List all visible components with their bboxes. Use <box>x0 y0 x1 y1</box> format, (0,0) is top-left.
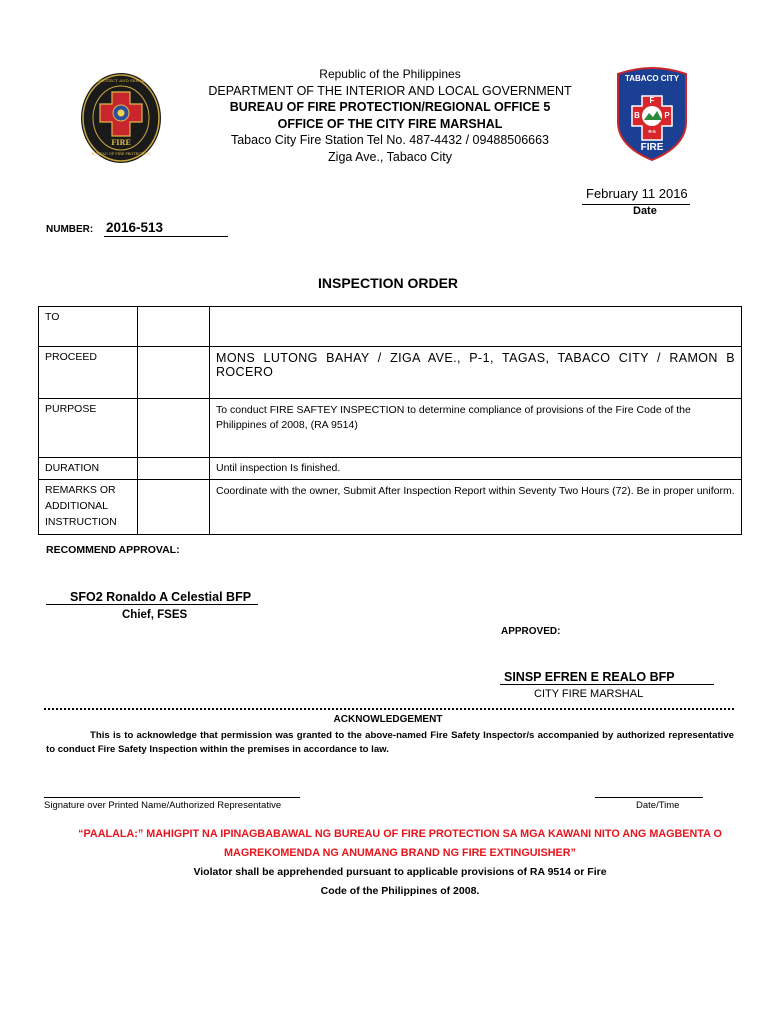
approved-name: SINSP EFREN E REALO BFP <box>504 670 675 684</box>
tabaco-city-fire-logo <box>614 66 690 162</box>
row-value: MONS LUTONG BAHAY / ZIGA AVE., P-1, TAGAS, TABACO CITY / RAMON B ROCERO <box>210 347 742 399</box>
date-value: February 11 2016 <box>586 186 688 201</box>
logo-letter-b: B <box>634 111 640 120</box>
notice-warning-line-2: MAGREKOMENDA NG ANUMANG BRAND NG FIRE EXTINGUISHER” <box>224 847 576 859</box>
inspection-order-table <box>38 306 742 535</box>
logo-badge-r5: R-5 <box>648 129 656 134</box>
table-row-proceed <box>39 347 742 399</box>
page-title: INSPECTION ORDER <box>318 275 459 291</box>
number-underline <box>104 236 228 237</box>
seal-ring-text-top: PROTECT AND SERVE <box>97 78 145 83</box>
row-value: Until inspection Is finished. <box>210 458 742 480</box>
table-row-purpose <box>39 399 742 458</box>
logo-letter-f: F <box>649 96 655 105</box>
date-label: Date <box>633 205 657 217</box>
row-label: REMARKS OR ADDITIONAL INSTRUCTION <box>39 480 138 535</box>
row-spacer <box>138 399 210 458</box>
acknowledgement-title: ACKNOWLEDGEMENT <box>333 714 443 725</box>
row-spacer <box>138 480 210 535</box>
logo-text-fire: FIRE <box>640 142 664 153</box>
recommend-approval-label: RECOMMEND APPROVAL: <box>46 544 180 556</box>
row-label: DURATION <box>39 458 138 480</box>
notice-violator-line-2: Code of the Philippines of 2008. <box>320 885 480 897</box>
approved-signature-line <box>500 684 714 685</box>
letterhead-dilg: DEPARTMENT OF THE INTERIOR AND LOCAL GOVERNMENT <box>208 83 572 98</box>
recommend-name: SFO2 Ronaldo A Celestial BFP <box>70 590 252 604</box>
letterhead-station: Tabaco City Fire Station Tel No. 487-4432 / 09488506663 <box>230 133 550 147</box>
approved-position: CITY FIRE MARSHAL <box>534 688 644 700</box>
letterhead-bureau: BUREAU OF FIRE PROTECTION/REGIONAL OFFICE 5 <box>229 100 551 114</box>
approved-label: APPROVED: <box>501 626 561 637</box>
letterhead-office: OFFICE OF THE CITY FIRE MARSHAL <box>277 116 503 131</box>
recommend-signature-line <box>46 604 258 605</box>
representative-signature-label: Signature over Printed Name/Authorized Representative <box>44 800 282 811</box>
logo-text-tabaco-city: TABACO CITY <box>624 74 680 83</box>
seal-center-text: FIRE <box>111 138 131 147</box>
row-label: TO <box>39 307 138 347</box>
table-row-duration <box>39 458 742 480</box>
datetime-label: Date/Time <box>636 800 680 811</box>
recommend-position: Chief, FSES <box>122 609 188 621</box>
representative-signature-line <box>44 797 300 798</box>
letterhead-republic: Republic of the Philippines <box>319 67 461 81</box>
table-row-to <box>39 307 742 347</box>
datetime-line <box>595 797 703 798</box>
row-label: PROCEED <box>39 347 138 399</box>
notice-warning-line-1: “PAALALA:” MAHIGPIT NA IPINAGBABAWAL NG BUREAU OF FIRE PROTECTION SA MGA KAWANI NITO ANG MAGBENTA O <box>78 828 722 840</box>
row-spacer <box>138 307 210 347</box>
table-row-remarks <box>39 480 742 535</box>
row-value: To conduct FIRE SAFTEY INSPECTION to determine compliance of provisions of the Fire Code of the Philippines of 2008, (RA 9514) <box>210 399 742 458</box>
row-value <box>210 307 742 347</box>
bfp-seal-logo <box>80 72 162 164</box>
notice-violator-line-1: Violator shall be apprehended pursuant to applicable provisions of RA 9514 or Fire <box>193 866 607 878</box>
seal-ring-text-bottom: BUREAU OF FIRE PROTECTION <box>91 152 151 156</box>
row-label: PURPOSE <box>39 399 138 458</box>
logo-letter-p: P <box>664 111 670 120</box>
dotted-divider <box>44 708 734 710</box>
number-label: NUMBER: <box>46 224 94 235</box>
row-spacer <box>138 347 210 399</box>
number-value: 2016-513 <box>106 220 164 235</box>
row-value: Coordinate with the owner, Submit After Inspection Report within Seventy Two Hours (72). Be in proper uniform. <box>210 480 742 535</box>
letterhead-address: Ziga Ave., Tabaco City <box>328 149 452 164</box>
row-spacer <box>138 458 210 480</box>
acknowledgement-text: This is to acknowledge that permission was granted to the above-named Fire Safety Inspector/s accompanied by authorized representative to conduct Fire Safety Inspection within the premises in accordance to law. <box>46 730 734 755</box>
letterhead <box>180 66 600 165</box>
